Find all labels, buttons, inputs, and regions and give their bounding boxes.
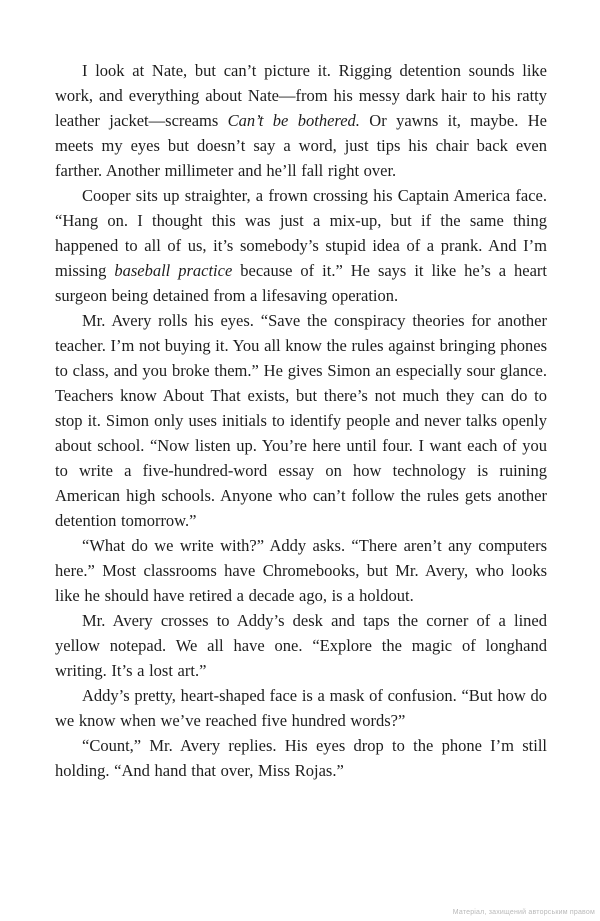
- text-run: Addy’s pretty, heart-shaped face is a mask of confusion. “But how do we know when we’ve reached five hundred words?”: [55, 686, 547, 730]
- paragraph: [55, 183, 547, 308]
- text-run: Mr. Avery crosses to Addy’s desk and taps the corner of a lined yellow notepad. We all have one. “Explore the magic of longhand writing. It’s a lost art.”: [55, 611, 547, 680]
- page-text: [55, 58, 547, 783]
- text-run: Mr. Avery rolls his eyes. “Save the conspiracy theories for another teacher. I’m not buying it. You all know the rules against bringing phones to class, and you broke them.” He gives Simon an especially sour glance. Teachers know About That exists, but there’s not much they can do to stop it. Simon only uses initials to identify people and never talks openly about school. “Now listen up. You’re here until four. I want each of you to write a five-hundred-word essay on how technology is ruining American high schools. Anyone who can’t follow the rules gets another detention tomorrow.”: [55, 311, 547, 530]
- paragraph: [55, 733, 547, 783]
- paragraph: [55, 608, 547, 683]
- text-run: “What do we write with?” Addy asks. “There aren’t any computers here.” Most classrooms have Chromebooks, but Mr. Avery, who looks like he should have retired a decade ago, is a holdout.: [55, 536, 547, 605]
- paragraph: [55, 683, 547, 733]
- paragraph: [55, 308, 547, 533]
- text-run: Or yawns it, maybe. He meets my eyes but doesn’t say a word, just tips his chair back even farther. Another millimeter and he’ll fall right over.: [55, 111, 547, 180]
- text-run: “Count,” Mr. Avery replies. His eyes drop to the phone I’m still holding. “And hand that over, Miss Rojas.”: [55, 736, 547, 780]
- copyright-watermark: Матеріал, захищений авторським правом: [452, 909, 595, 916]
- text-run: I look at Nate, but can’t picture it. Rigging detention sounds like work, and everything about Nate—from his messy dark hair to his ratty leather jacket—screams: [55, 61, 547, 130]
- paragraph: [55, 533, 547, 608]
- italic-text-run: Can’t be bothered.: [227, 111, 360, 130]
- italic-text-run: baseball practice: [114, 261, 233, 280]
- paragraph: [55, 58, 547, 183]
- text-run: Cooper sits up straighter, a frown crossing his Captain America face. “Hang on. I thought this was just a mix-up, but if the same thing happened to all of us, it’s somebody’s stupid idea of a prank. And I’m missing: [55, 186, 547, 280]
- text-run: because of it.” He says it like he’s a heart surgeon being detained from a lifesaving operation.: [55, 261, 547, 305]
